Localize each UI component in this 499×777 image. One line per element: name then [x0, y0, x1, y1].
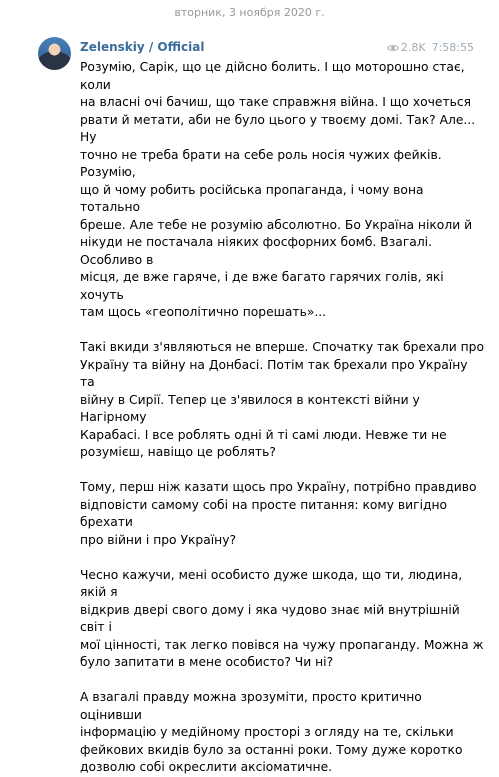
views-count: 2.8K [400, 41, 426, 54]
message-paragraph: Тому, перш ніж казати щось про Україну, потрібно правдиво відповісти самому собі на просте питання: кому вигідно брехати про війни і про Україну? [80, 480, 477, 547]
message-meta [387, 41, 474, 54]
message-paragraph: А взагалі правду можна зрозуміти, просто критично оцінивши інформацію у медійному просторі з огляду на те, скільки фейкових вкидів було за останні роки. Тому дуже коротко дозволю собі окреслити аксіоматичне. [80, 690, 463, 774]
author-name[interactable]: Zelenskiy / Official [80, 40, 205, 54]
message-body [80, 59, 485, 777]
message-paragraph: Такі вкиди з'являються не вперше. Спочатку так брехали про Україну та війну на Донбасі. Потім так брехали про Україну та війну в Сирії. Тепер це з'явилося в контексті війни у Нагірному Карабасі. І все роблять одні й ті самі люди. Невже ти не розумієш, навіщо це роблять? [80, 340, 484, 459]
message-time: 7:58:55 [431, 41, 474, 54]
message-paragraph: Чесно кажучи, мені особисто дуже шкода, що ти, людина, якій я відкрив двері свого дому і яка чудово знає мій внутрішній світ і мої цінності, так легко повівся на чужу пропаганду. Можна ж було запитати в мене особисто? Чи ні? [80, 567, 484, 669]
message-paragraph: Розумію, Сарік, що це дійсно болить. І що моторошно стає, коли на власні очі бачиш, що таке справжня війна. І що хочеться рвати й метати, аби не було цього у твоєму домі. Так? Але... Ну точно не треба брати на себе роль носія чужих фейків. Розумію, що й чому робить російська пропаганда, і чому вона тотально бреше. Але тебе не розумію абсолютно. Бо Україна ніколи й нікуди не постачала ніяких фосфорних бомб. Взагалі. Особливо в місця, де вже гаряче, і де вже багато гарячих голів, які хочуть там щось «геополітично порешать»... [80, 60, 476, 319]
message-header [80, 40, 480, 56]
eye-icon [387, 44, 399, 52]
channel-avatar[interactable] [38, 37, 71, 70]
date-separator: вторник, 3 ноября 2020 г. [174, 6, 325, 19]
